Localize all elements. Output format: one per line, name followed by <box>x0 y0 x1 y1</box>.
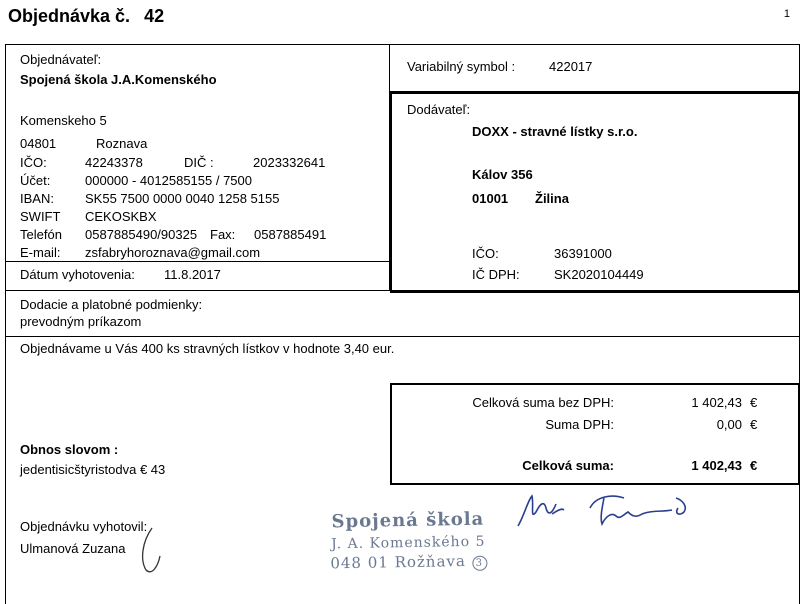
buyer-phone-label: Telefón <box>20 227 62 242</box>
date-value: 11.8.2017 <box>164 267 221 282</box>
director-signature <box>512 486 702 536</box>
buyer-name: Spojená škola J.A.Komenského <box>20 72 217 87</box>
terms-value: prevodným príkazom <box>20 314 142 329</box>
supplier-icdph-label: IČ DPH: <box>472 267 520 282</box>
buyer-email: zsfabryhoroznava@gmail.com <box>85 245 261 260</box>
buyer-phone: 0587885490/90325 <box>85 227 198 242</box>
total-without-vat-currency: € <box>750 395 758 410</box>
supplier-street: Kálov 356 <box>472 167 533 182</box>
supplier-name: DOXX - stravné lístky s.r.o. <box>472 124 638 139</box>
vat-label: Suma DPH: <box>545 417 614 432</box>
variable-symbol-value: 422017 <box>549 59 593 74</box>
grand-total-currency: € <box>750 458 758 473</box>
supplier-box <box>390 92 800 293</box>
buyer-swift-label: SWIFT <box>20 209 61 224</box>
buyer-dic-label: DIČ : <box>184 155 214 170</box>
order-title: Objednávka č. <box>8 6 131 26</box>
buyer-swift: CEKOSKBX <box>85 209 157 224</box>
stamp-number-mark: 3 <box>472 556 487 571</box>
date-label: Dátum vyhotovenia: <box>20 267 135 282</box>
vat-value: 0,00 <box>716 417 742 432</box>
order-number: 42 <box>144 6 165 26</box>
buyer-iban-label: IBAN: <box>20 191 54 206</box>
stamp-line-1: Spojená škola <box>331 508 485 533</box>
page-title <box>8 6 164 27</box>
order-divider <box>5 336 800 337</box>
buyer-city: Roznava <box>96 136 148 151</box>
vat-currency: € <box>750 417 758 432</box>
buyer-account-label: Účet: <box>20 173 51 188</box>
grand-total: 1 402,43 <box>691 458 742 473</box>
buyer-label: Objednávateľ: <box>20 52 102 67</box>
stamp-line-2: J. A. Komenského 5 <box>331 533 486 553</box>
buyer-dic: 2023332641 <box>253 155 326 170</box>
words-value: jedentisicštyristodva € 43 <box>20 462 166 477</box>
buyer-fax-label: Fax: <box>210 227 236 242</box>
school-stamp <box>329 509 487 574</box>
page-number: 1 <box>783 8 790 20</box>
total-without-vat: 1 402,43 <box>691 395 742 410</box>
issued-by-name: Ulmanová Zuzana <box>20 541 126 556</box>
stamp-line-3: 048 01 Rožňava 3 <box>330 552 487 574</box>
words-label: Obnos slovom : <box>20 442 119 457</box>
supplier-city: Žilina <box>535 191 569 206</box>
grand-total-label: Celková suma: <box>522 458 614 473</box>
supplier-ico: 36391000 <box>554 246 612 261</box>
supplier-zip: 01001 <box>472 191 509 206</box>
supplier-label: Dodávateľ: <box>407 102 471 117</box>
buyer-account: 000000 - 4012585155 / 7500 <box>85 173 252 188</box>
buyer-street: Komenskeho 5 <box>20 113 107 128</box>
buyer-zip: 04801 <box>20 136 57 151</box>
buyer-iban: SK55 7500 0000 0040 1258 5155 <box>85 191 280 206</box>
buyer-fax: 0587885491 <box>254 227 327 242</box>
terms-label: Dodacie a platobné podmienky: <box>20 297 203 312</box>
terms-divider <box>5 290 800 291</box>
variable-symbol-label: Variabilný symbol : <box>407 59 516 74</box>
order-text: Objednávame u Vás 400 ks stravných lístkov v hodnote 3,40 eur. <box>20 341 395 356</box>
buyer-email-label: E-mail: <box>20 245 61 260</box>
issuer-signature <box>138 526 168 576</box>
buyer-ico-label: IČO: <box>20 155 47 170</box>
supplier-ico-label: IČO: <box>472 246 499 261</box>
buyer-ico: 42243378 <box>85 155 143 170</box>
date-divider <box>5 261 390 262</box>
supplier-icdph: SK2020104449 <box>554 267 644 282</box>
issued-by-label: Objednávku vyhotovil: <box>20 519 148 534</box>
total-without-vat-label: Celková suma bez DPH: <box>472 395 614 410</box>
